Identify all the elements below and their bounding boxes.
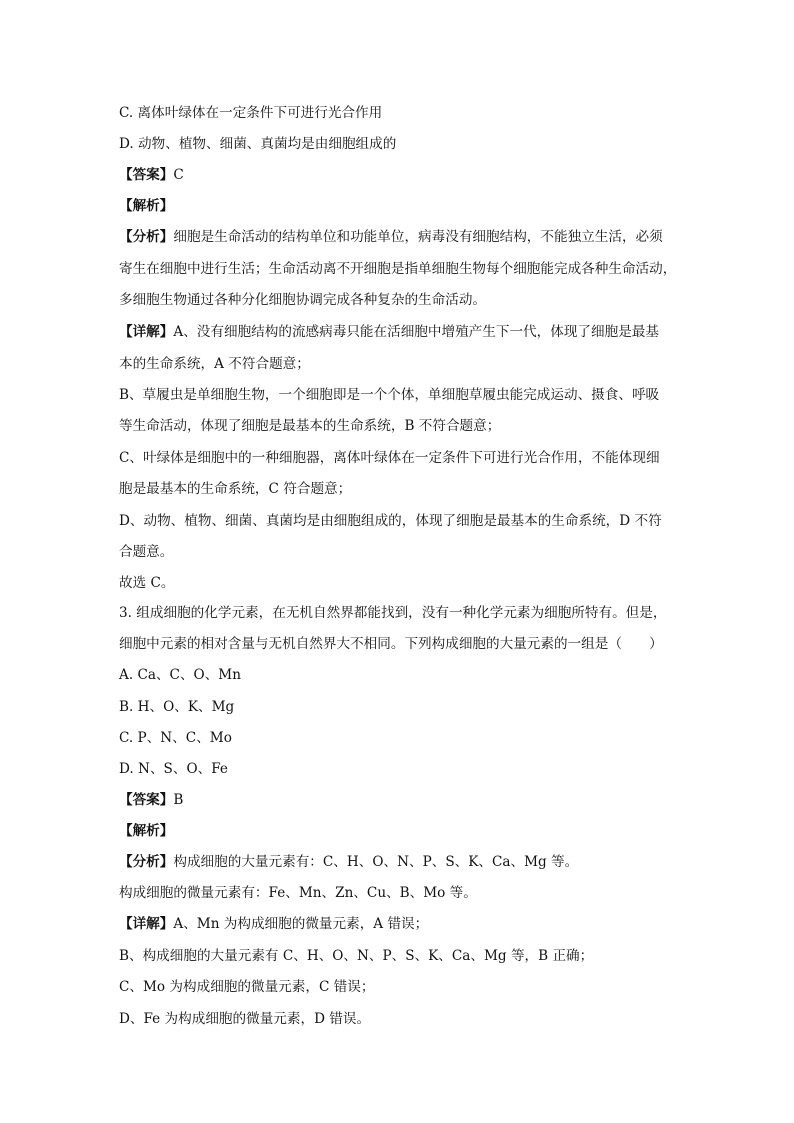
q3-stem-line-2: 细胞中元素的相对含量与无机自然界大不相同。下列构成细胞的大量元素的一组是（ ） bbox=[119, 636, 663, 652]
q3-detail-line-a bbox=[119, 914, 428, 934]
detail-tag: 【详解】 bbox=[119, 916, 174, 932]
detail-text: A、没有细胞结构的流感病毒只能在活细胞中增殖产生下一代，体现了细胞是最基 bbox=[173, 324, 659, 340]
q2-detail-line-c1: C、叶绿体是细胞中的一种细胞器，离体叶绿体在一定条件下可进行光合作用，不能体现细 bbox=[119, 450, 660, 466]
q3-analysis-line-2: 构成细胞的微量元素有：Fe、Mn、Zn、Cu、B、Mo 等。 bbox=[119, 885, 477, 901]
q2-detail-line-b2: 等生命活动，体现了细胞是最基本的生命系统，B 不符合题意； bbox=[119, 418, 501, 434]
detail-tag: 【详解】 bbox=[119, 324, 174, 340]
q3-detail-line-c: C、Mo 为构成细胞的微量元素，C 错误； bbox=[119, 979, 375, 995]
q3-detail-line-d: D、Fe 为构成细胞的微量元素，D 错误。 bbox=[119, 1011, 371, 1027]
q2-analysis-line-3: 多细胞生物通过各种分化细胞协调完成各种复杂的生命活动。 bbox=[119, 292, 487, 308]
answer-tag: 【答案】 bbox=[119, 792, 174, 808]
q2-detail-line-c2: 胞是最基本的生命系统，C 符合题意； bbox=[119, 481, 352, 497]
q3-detail-line-b: B、构成细胞的大量元素有 C、H、O、N、P、S、K、Ca、Mg 等，B 正确； bbox=[119, 948, 594, 964]
answer-value: C bbox=[173, 167, 184, 183]
q3-option-a: A. Ca、C、O、Mn bbox=[119, 667, 241, 683]
q2-explain-tag: 【解析】 bbox=[119, 198, 174, 214]
answer-tag: 【答案】 bbox=[119, 167, 174, 183]
q2-detail-line-d1: D、动物、植物、细菌、真菌均是由细胞组成的，体现了细胞是最基本的生命系统，D 不符 bbox=[119, 513, 662, 529]
q3-explain-tag: 【解析】 bbox=[119, 823, 174, 839]
analysis-tag: 【分析】 bbox=[119, 229, 174, 245]
q2-conclusion: 故选 C。 bbox=[119, 575, 175, 591]
q2-analysis-line-1 bbox=[119, 227, 663, 247]
q3-answer-line bbox=[119, 790, 183, 810]
analysis-tag: 【分析】 bbox=[119, 854, 174, 870]
q2-option-c: C. 离体叶绿体在一定条件下可进行光合作用 bbox=[119, 105, 383, 121]
q2-analysis-line-2: 寄生在细胞中进行生活；生命活动离不开细胞是指单细胞生物每个细胞能完成各种生命活动， bbox=[119, 261, 677, 277]
q2-detail-line-b1: B、草履虫是单细胞生物，一个细胞即是一个个体，单细胞草履虫能完成运动、摄食、呼吸 bbox=[119, 387, 660, 403]
detail-text: A、Mn 为构成细胞的微量元素，A 错误； bbox=[173, 916, 429, 932]
analysis-text: 构成细胞的大量元素有：C、H、O、N、P、S、K、Ca、Mg 等。 bbox=[173, 854, 579, 870]
q2-answer-line bbox=[119, 165, 184, 185]
q2-option-d: D. 动物、植物、细菌、真菌均是由细胞组成的 bbox=[119, 136, 397, 152]
q3-option-c: C. P、N、C、Mo bbox=[119, 730, 232, 746]
analysis-text: 细胞是生命活动的结构单位和功能单位，病毒没有细胞结构，不能独立生活，必须 bbox=[173, 229, 663, 245]
q2-detail-line-a1 bbox=[119, 322, 659, 342]
q2-detail-line-d2: 合题意。 bbox=[119, 544, 174, 560]
q3-option-b: B. H、O、K、Mg bbox=[119, 699, 235, 715]
q3-stem-line-1: 3. 组成细胞的化学元素，在无机自然界都能找到，没有一种化学元素为细胞所特有。但是， bbox=[119, 605, 667, 621]
answer-value: B bbox=[173, 792, 184, 808]
q3-analysis-line-1 bbox=[119, 852, 578, 872]
q2-detail-line-a2: 本的生命系统，A 不符合题意； bbox=[119, 356, 310, 372]
q3-option-d: D. N、S、O、Fe bbox=[119, 761, 228, 777]
